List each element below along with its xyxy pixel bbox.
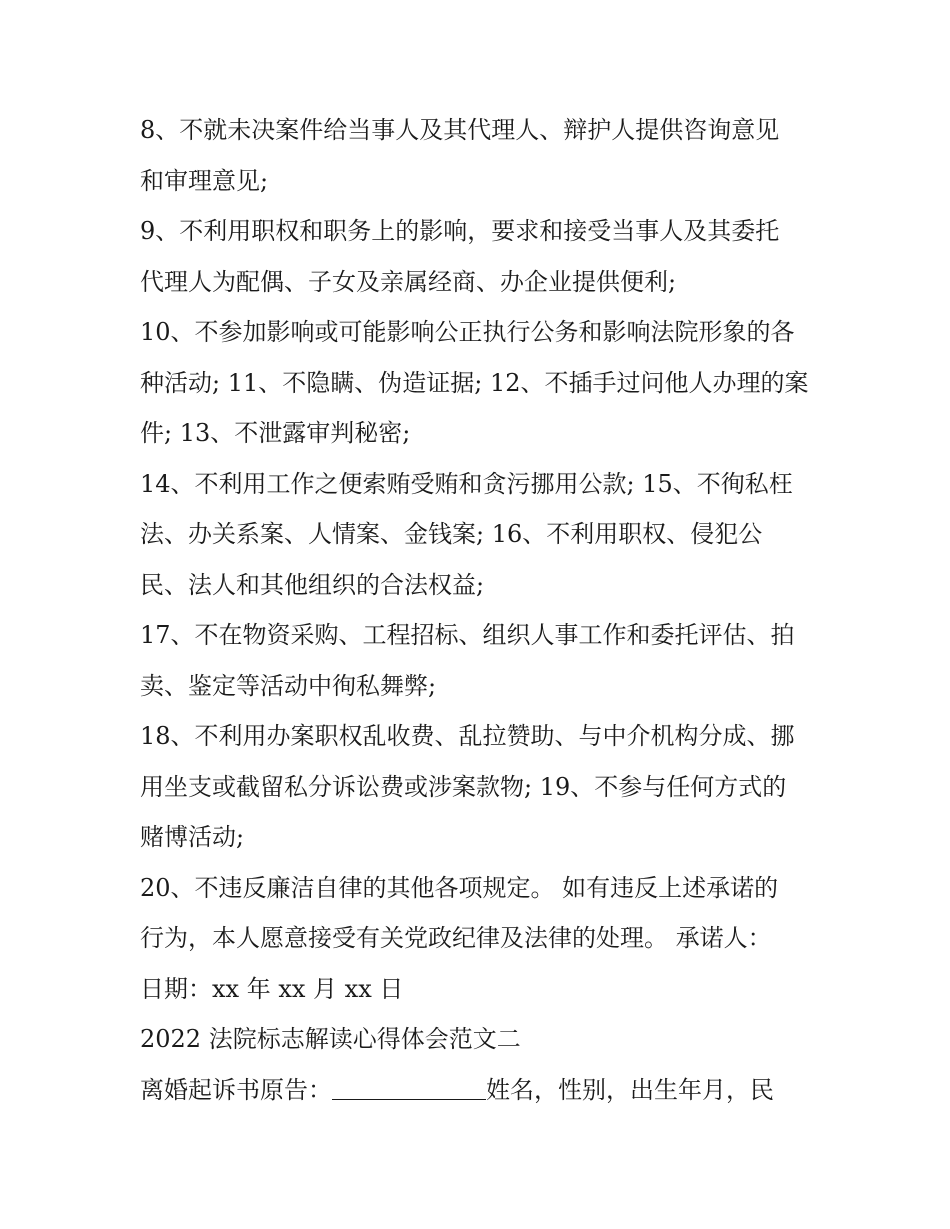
text-line-8: 14、不利用工作之便索贿受贿和贪污挪用公款; 15、不徇私枉	[140, 470, 793, 498]
text-line-7: 件; 13、不泄露审判秘密;	[140, 419, 411, 447]
text-line-6: 种活动; 11、不隐瞒、伪造证据; 12、不插手过问他人办理的案	[140, 369, 809, 397]
text-line-5: 10、不参加影响或可能影响公正执行公务和影响法院形象的各	[140, 318, 795, 346]
plaintiff-name-blank	[332, 1075, 486, 1100]
text-line-2: 和审理意见;	[140, 167, 269, 195]
text-line-1: 8、不就未决案件给当事人及其代理人、辩护人提供咨询意见	[140, 116, 780, 144]
text-line-12: 卖、鉴定等活动中徇私舞弊;	[140, 672, 437, 700]
text-line-4: 代理人为配偶、子女及亲属经商、办企业提供便利;	[140, 268, 677, 296]
section-heading: 2022 法院标志解读心得体会范文二	[140, 1025, 521, 1053]
date-line: 日期：xx 年 xx 月 xx 日	[140, 975, 404, 1003]
text-line-10: 民、法人和其他组织的合法权益;	[140, 571, 485, 599]
text-line-11: 17、不在物资采购、工程招标、组织人事工作和委托评估、拍	[140, 621, 795, 649]
text-line-3: 9、不利用职权和职务上的影响，要求和接受当事人及其委托	[140, 217, 780, 245]
plaintiff-label: 离婚起诉书原告：	[140, 1076, 332, 1104]
plaintiff-details: 姓名，性别，出生年月，民	[486, 1076, 774, 1104]
text-line-17: 行为，本人愿意接受有关党政纪律及法律的处理。 承诺人：	[140, 924, 772, 952]
text-line-13: 18、不利用办案职权乱收费、乱拉赞助、与中介机构分成、挪	[140, 722, 795, 750]
text-line-9: 法、办关系案、人情案、金钱案; 16、不利用职权、侵犯公	[140, 520, 763, 548]
text-line-14: 用坐支或截留私分诉讼费或涉案款物; 19、不参与任何方式的	[140, 773, 787, 801]
text-line-15: 赌博活动;	[140, 823, 245, 851]
text-line-16: 20、不违反廉洁自律的其他各项规定。 如有违反上述承诺的	[140, 874, 779, 902]
plaintiff-line	[140, 1070, 830, 1110]
